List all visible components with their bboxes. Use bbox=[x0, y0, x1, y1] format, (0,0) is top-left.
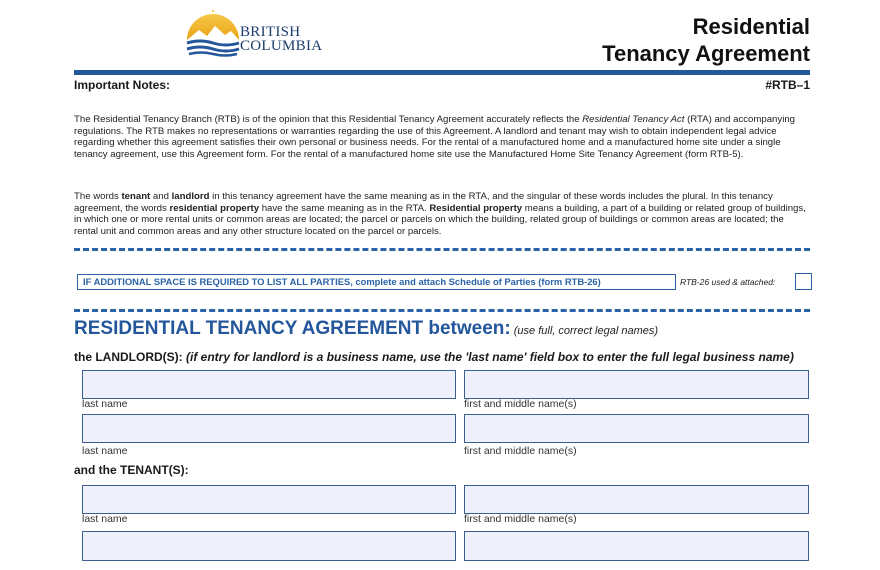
logo-wordmark bbox=[240, 25, 322, 53]
logo-line-1: BRITISH bbox=[240, 24, 301, 40]
notes-paragraph-2 bbox=[74, 191, 810, 237]
landlord-1-last-name-input[interactable] bbox=[82, 370, 456, 399]
tenant-1-first-name-input[interactable] bbox=[464, 485, 809, 514]
additional-parties-notice: IF ADDITIONAL SPACE IS REQUIRED TO LIST ALL PARTIES, complete and attach Schedule of Parties (form RTB-26) bbox=[77, 274, 676, 290]
title-line-2: Tenancy Agreement bbox=[602, 41, 810, 66]
act-name: Residential Tenancy Act bbox=[582, 114, 685, 125]
tenant-2-first-name-input[interactable] bbox=[464, 531, 809, 561]
text-run: The Residential Tenancy Branch (RTB) is of the opinion that this Residential Tenancy Agreement accurately reflects the bbox=[74, 114, 583, 125]
rtb26-checkbox-label: RTB-26 used & attached: bbox=[680, 277, 776, 287]
term-tenant: tenant bbox=[121, 191, 151, 202]
text-run: in this tenancy agreement have the same meaning as in the RTA, and the singular of these words includes the plural. In this tenancy agreement, the words bbox=[74, 191, 773, 214]
text-run: have the same meaning as in the RTA. bbox=[259, 202, 430, 214]
form-number: #RTB–1 bbox=[765, 78, 810, 92]
first-name-label: first and middle name(s) bbox=[464, 398, 577, 410]
term-residential-property: Residential property bbox=[429, 202, 523, 214]
agreement-section-title bbox=[74, 318, 658, 340]
rtb26-checkbox[interactable] bbox=[795, 273, 812, 290]
last-name-label: last name bbox=[82, 513, 128, 525]
landlord-note: (if entry for landlord is a business name, use the 'last name' field box to enter the full legal business name) bbox=[182, 350, 794, 364]
text-run: (RTA) and accompanying regulations. The RTB makes no representations or warranties regarding the use of this Agreement. A landlord and tenant may wish to obtain independent legal advice regarding whether this agreement satisfies their own personal or business needs. For the rental of a manufactured home and a manufactured home site under a single tenancy agreement, use this Agreement form. For the rental of a manufactured home site use the Manufactured Home Site Tenancy Agreement (form RTB-5). bbox=[74, 114, 795, 160]
document-title bbox=[602, 13, 810, 67]
title-line-1: Residential bbox=[692, 14, 810, 39]
landlord-1-first-name-input[interactable] bbox=[464, 370, 809, 399]
dashed-divider bbox=[74, 248, 810, 251]
tenant-1-last-name-input[interactable] bbox=[82, 485, 456, 514]
section-title-note: (use full, correct legal names) bbox=[510, 325, 659, 337]
important-notes-heading: Important Notes: bbox=[74, 78, 170, 92]
last-name-label: last name bbox=[82, 445, 128, 457]
landlord-label-text: the LANDLORD(S): bbox=[74, 350, 183, 364]
header-rule bbox=[74, 70, 810, 75]
text-run: The words bbox=[74, 191, 122, 202]
landlord-label bbox=[74, 350, 794, 364]
landlord-2-first-name-input[interactable] bbox=[464, 414, 809, 443]
notes-paragraph-1 bbox=[74, 114, 810, 160]
tenant-label: and the TENANT(S): bbox=[74, 463, 189, 477]
first-name-label: first and middle name(s) bbox=[464, 513, 577, 525]
last-name-label: last name bbox=[82, 398, 128, 410]
logo-line-2: COLUMBIA bbox=[240, 38, 323, 54]
landlord-2-last-name-input[interactable] bbox=[82, 414, 456, 443]
term-residential-property: residential property bbox=[169, 202, 260, 214]
text-run: means a building, a part of a building or related group of buildings, in which one or more rental units or common areas are located; the parcel or parcels on which the building, related group of buildings or common areas are located; the rental unit and common areas and any other structure located on the parcel or parcels. bbox=[74, 202, 806, 237]
first-name-label: first and middle name(s) bbox=[464, 445, 577, 457]
text-run: and bbox=[150, 191, 172, 202]
dashed-divider bbox=[74, 309, 810, 312]
term-landlord: landlord bbox=[171, 191, 210, 202]
tenant-2-last-name-input[interactable] bbox=[82, 531, 456, 561]
section-title-text: RESIDENTIAL TENANCY AGREEMENT between: bbox=[74, 318, 511, 339]
